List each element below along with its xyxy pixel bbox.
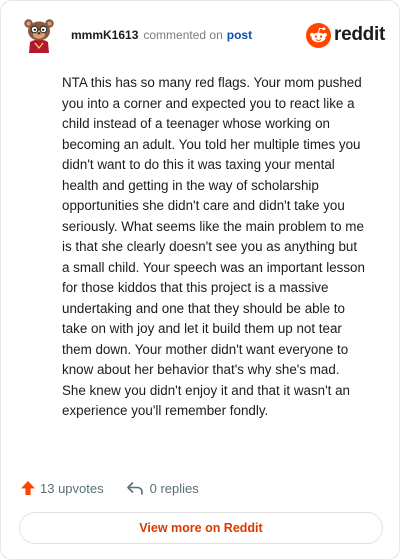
comment-action-text: commented on (143, 28, 223, 42)
reddit-logo-icon (306, 23, 331, 48)
reply-count[interactable] (126, 480, 199, 496)
comment-header (19, 15, 385, 55)
reddit-wordmark: reddit (334, 24, 385, 45)
upvote-label: 13 upvotes (40, 480, 104, 496)
upvote-arrow-icon (20, 480, 36, 496)
comment-meta (71, 28, 252, 42)
snoo-avatar-icon[interactable] (19, 15, 59, 55)
replies-label: 0 replies (149, 480, 199, 496)
username[interactable]: mmmK1613 (71, 28, 139, 42)
reply-arrow-icon (126, 480, 144, 496)
comment-footer (20, 478, 199, 498)
comment-body: NTA this has so many red flags. Your mom pushed you into a corner and expected you to react like a child instead of a teenager whose working on becoming an adult. You told her multiple times you didn't want to do this it was taxing your mental health and getting in the way of scholarship opportunities she didn't care and didn't take you seriously. What seems like the main problem to me is that she clearly doesn't see you as anything but a small child. Your speech was an important lesson for those kiddos that this project is a massive undertaking and one that they should be able to take on with joy and let it build them up not tear them down. Your mother didn't want everyone to know about her behavior that's why she's mad. She knew you didn't enjoy it and that it wasn't an experience you'll remember fondly. (62, 75, 365, 418)
upvote-count[interactable] (20, 480, 104, 496)
reddit-brand[interactable] (306, 22, 385, 48)
view-more-button[interactable]: View more on Reddit (19, 512, 383, 544)
post-link[interactable]: post (226, 28, 253, 42)
